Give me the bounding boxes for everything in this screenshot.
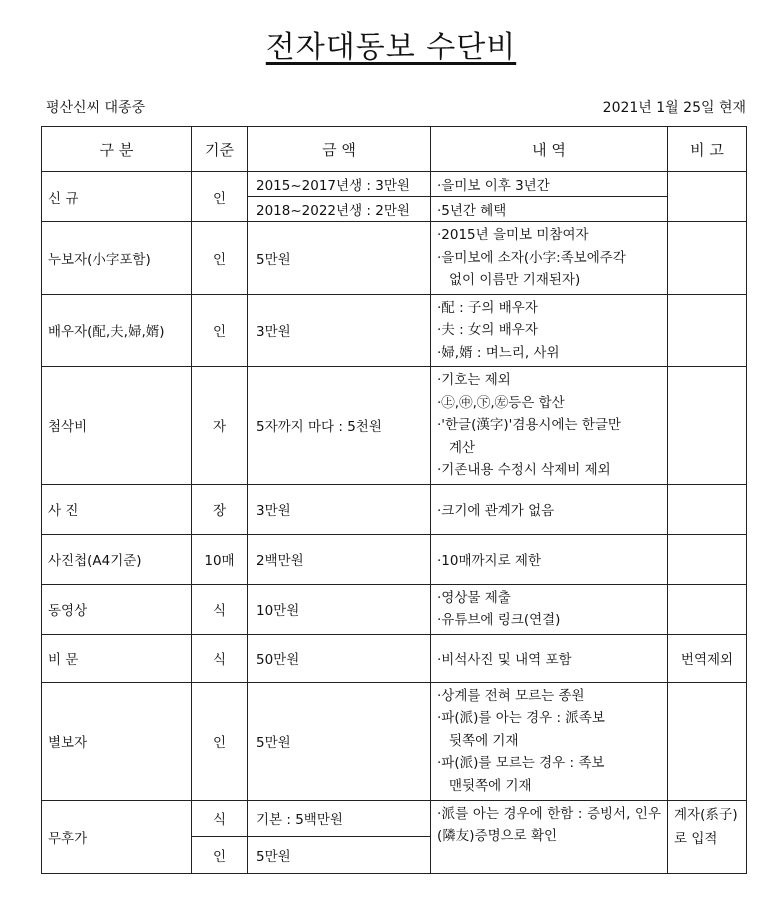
detail-line: ·영상물 제출 (437, 589, 511, 606)
detail-cell (431, 294, 668, 367)
table-row (42, 682, 747, 800)
detail-line: ·기호는 제외 (437, 372, 511, 388)
amount-cell: 3만원 (248, 294, 431, 367)
detail-cell (431, 222, 668, 295)
note-cell (668, 534, 747, 584)
table-row (42, 534, 747, 584)
detail-cell: ·10매까지로 제한 (431, 534, 668, 584)
detail-line: ·配 : 子의 배우자 (437, 299, 538, 316)
unit-cell: 인 (192, 294, 248, 367)
organization-name: 평산신씨 대종중 (46, 100, 146, 116)
header-note: 비 고 (668, 127, 747, 172)
amount-cell: 5만원 (248, 836, 431, 873)
unit-cell: 인 (192, 172, 248, 222)
amount-cell: 10만원 (248, 584, 431, 634)
table-row (42, 584, 747, 634)
table-header-row (42, 127, 747, 172)
fee-table (41, 126, 747, 874)
header-unit: 기준 (192, 127, 248, 172)
note-cell (668, 584, 747, 634)
document-title: 전자대동보 수단비 (265, 30, 517, 65)
amount-cell: 2018~2022년생 : 2만원 (248, 197, 431, 222)
note-cell (668, 222, 747, 295)
detail-line: ·夫 : 女의 배우자 (437, 322, 538, 338)
detail-line: ·'한글(漢字)'겸용시에는 한글만 (437, 417, 621, 433)
category-cell: 비 문 (42, 634, 192, 682)
amount-cell: 2015~2017년생 : 3만원 (248, 172, 431, 197)
note-cell: 번역제외 (668, 634, 747, 682)
table-row (42, 634, 747, 682)
note-cell (668, 172, 747, 222)
detail-cell: ·크기에 관계가 없음 (431, 484, 668, 534)
as-of-date: 2021년 1월 25일 현재 (602, 100, 746, 116)
table-row (42, 222, 747, 295)
amount-cell: 5자까지 마다 : 5천원 (248, 367, 431, 485)
header-details: 내 역 (431, 127, 668, 172)
table-row (42, 172, 747, 197)
category-cell: 별보자 (42, 682, 192, 800)
category-cell: 동영상 (42, 584, 192, 634)
note-cell (668, 484, 747, 534)
detail-cell (431, 800, 668, 873)
amount-cell: 5만원 (248, 682, 431, 800)
detail-line: 뒷쪽에 기재 (449, 732, 519, 749)
amount-cell: 50만원 (248, 634, 431, 682)
table-row (42, 294, 747, 367)
detail-line: 계산 (449, 439, 476, 456)
unit-cell: 인 (192, 836, 248, 873)
table-row (42, 800, 747, 836)
detail-line: ·婦,婿 : 며느리, 사위 (437, 344, 560, 361)
category-cell: 첨삭비 (42, 367, 192, 485)
category-cell: 사진첩(A4기준) (42, 534, 192, 584)
detail-line: ·파(派)를 모르는 경우 : 족보 (437, 755, 605, 772)
category-cell: 배우자(配,夫,婦,婿) (42, 294, 192, 367)
note-cell (668, 294, 747, 367)
category-cell: 누보자(小字포함) (42, 222, 192, 295)
detail-cell (431, 682, 668, 800)
detail-line: ·파(派)를 아는 경우 : 派족보 (437, 710, 605, 727)
detail-line: ·유튜브에 링크(연결) (437, 612, 561, 628)
unit-cell: 10매 (192, 534, 248, 584)
detail-line: 맨뒷쪽에 기재 (449, 777, 532, 794)
detail-line: ·2015년 을미보 미참여자 (437, 227, 589, 243)
detail-line: ·派를 아는 경우에 한함 : 증빙서, 인우(隣友)증명으로 확인 (437, 805, 661, 844)
header-category: 구 분 (42, 127, 192, 172)
detail-cell (431, 367, 668, 485)
detail-line: ·㊤,㊥,㊦,㊧등은 합산 (437, 394, 565, 411)
table-row (42, 484, 747, 534)
category-cell: 사 진 (42, 484, 192, 534)
detail-line: ·기존내용 수정시 삭제비 제외 (437, 462, 611, 478)
table-row (42, 367, 747, 485)
detail-cell (431, 584, 668, 634)
note-cell (668, 682, 747, 800)
category-cell: 신 규 (42, 172, 192, 222)
unit-cell: 식 (192, 800, 248, 836)
detail-cell: ·비석사진 및 내역 포함 (431, 634, 668, 682)
note-cell: 계자(系子)로 입적 (668, 800, 747, 873)
amount-cell: 3만원 (248, 484, 431, 534)
detail-cell: ·을미보 이후 3년간 (431, 172, 668, 197)
amount-cell: 2백만원 (248, 534, 431, 584)
header-amount: 금 액 (248, 127, 431, 172)
detail-line: ·을미보에 소자(小字:족보에주각 (437, 249, 626, 266)
category-cell: 무후가 (42, 800, 192, 873)
unit-cell: 식 (192, 634, 248, 682)
amount-cell: 기본 : 5백만원 (248, 800, 431, 836)
unit-cell: 인 (192, 222, 248, 295)
unit-cell: 자 (192, 367, 248, 485)
unit-cell: 장 (192, 484, 248, 534)
detail-line: 없이 이름만 기재된자) (449, 272, 581, 288)
unit-cell: 인 (192, 682, 248, 800)
detail-cell: ·5년간 혜택 (431, 197, 668, 222)
detail-line: ·상계를 전혀 모르는 종원 (437, 687, 585, 704)
note-cell (668, 367, 747, 485)
amount-cell: 5만원 (248, 222, 431, 295)
unit-cell: 식 (192, 584, 248, 634)
